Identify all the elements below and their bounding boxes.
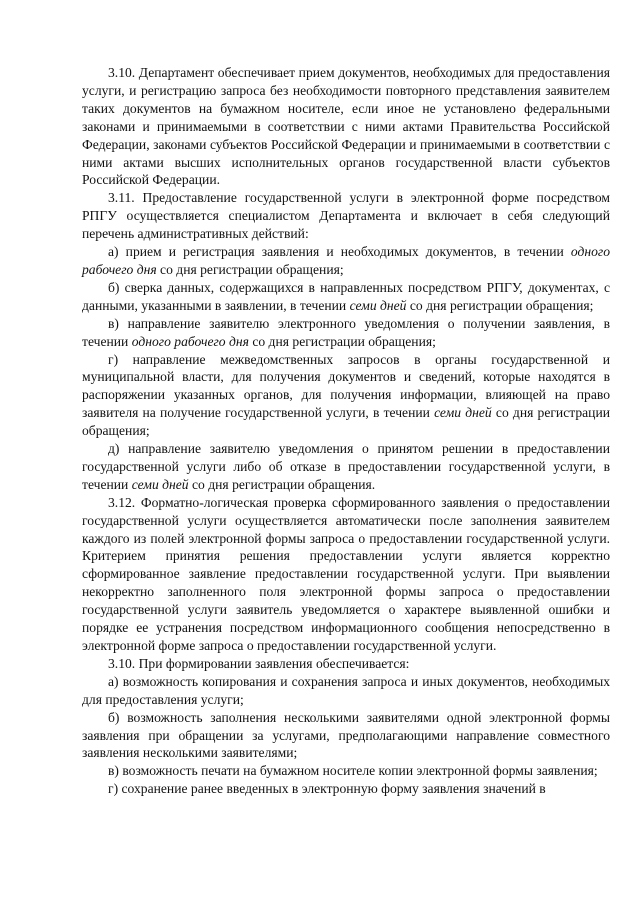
emphasized-text: семи дней xyxy=(349,297,407,313)
text-run: б) сверка данных, содержащихся в направленных посредством РПГУ, документах, с данными, указанными в заявлении, в течении xyxy=(82,279,610,313)
text-run: со дня регистрации обращения. xyxy=(188,476,376,492)
paragraph xyxy=(82,64,610,189)
text-run: а) возможность копирования и сохранения запроса и иных документов, необходимых для предоставления услуги; xyxy=(82,673,610,707)
paragraph xyxy=(82,494,610,655)
document-body xyxy=(82,64,610,798)
text-run: г) сохранение ранее введенных в электронную форму заявления значений в xyxy=(108,781,546,797)
text-run: б) возможность заполнения несколькими заявителями одной электронной формы заявления при обращении за услугами, предполагающими направление совместного заявления несколькими заявителями; xyxy=(82,709,610,761)
text-run: в) направление заявителю электронного уведомления о получении заявления, в течении xyxy=(82,315,610,349)
text-run: 3.12. Форматно-логическая проверка сформированного заявления о предоставлении государственной услуги осуществляется автоматически после заполнения заявителем каждого из полей электронной формы запроса о предоставлении государственной услуги. Критерием принятия решения предоставлении услуги является корректно сформированное заявление предоставлении государственной услуги. При выявлении некорректно заполненного поля электронной формы запроса о предоставлении государственной услуги заявитель уведомляется о характере выявленной ошибки и порядке ее устранения посредством информационного сообщения непосредственно в электронной форме запроса о предоставлении государственной услуги. xyxy=(82,494,610,653)
emphasized-text: семи дней xyxy=(131,476,189,492)
text-run: со дня регистрации обращения; xyxy=(82,405,610,439)
paragraph xyxy=(82,709,610,763)
paragraph xyxy=(82,189,610,243)
emphasized-text: семи дней xyxy=(434,405,492,421)
text-run: а) прием и регистрация заявления и необходимых документов, в течении xyxy=(108,244,571,260)
text-run: со дня регистрации обращения; xyxy=(406,297,594,313)
paragraph xyxy=(82,655,610,673)
paragraph xyxy=(82,279,610,315)
paragraph xyxy=(82,440,610,494)
text-run: 3.10. При формировании заявления обеспечивается: xyxy=(108,655,410,671)
emphasized-text: одного рабочего дня xyxy=(131,333,249,349)
paragraph xyxy=(82,351,610,441)
paragraph xyxy=(82,673,610,709)
paragraph xyxy=(82,762,610,780)
paragraph xyxy=(82,780,610,798)
emphasized-text: одного рабочего дня xyxy=(82,244,610,277)
text-run: со дня регистрации обращения; xyxy=(248,333,436,349)
text-run: в) возможность печати на бумажном носителе копии электронной формы заявления; xyxy=(108,763,598,779)
text-run: г) направление межведомственных запросов в органы государственной и муниципальной власти, для получения документов и сведений, которые находятся в распоряжении указанных органов, для получения информации, влияющей на право заявителя на получение государственной услуги, в течении xyxy=(82,351,610,421)
paragraph xyxy=(82,315,610,351)
paragraph xyxy=(82,243,610,279)
text-run: 3.11. Предоставление государственной услуги в электронной форме посредством РПГУ осуществляется специалистом Департамента и включает в себя следующий перечень административных действий: xyxy=(82,190,610,242)
text-run: 3.10. Департамент обеспечивает прием документов, необходимых для предоставления услуги, и регистрацию запроса без необходимости повторного представления заявителем таких документов на бумажном носителе, если иное не установлено федеральными законами и принимаемыми в соответствии с ними актами Правительства Российской Федерации, законами субъектов Российской Федерации и принимаемыми в соответствии с ними актами высших исполнительных органов государственной власти субъектов Российской Федерации. xyxy=(82,65,610,188)
text-run: д) направление заявителю уведомления о принятом решении в предоставлении государственной услуги либо об отказе в предоставлении государственной услуги, в течении xyxy=(82,441,610,492)
text-run: со дня регистрации обращения; xyxy=(156,261,344,277)
